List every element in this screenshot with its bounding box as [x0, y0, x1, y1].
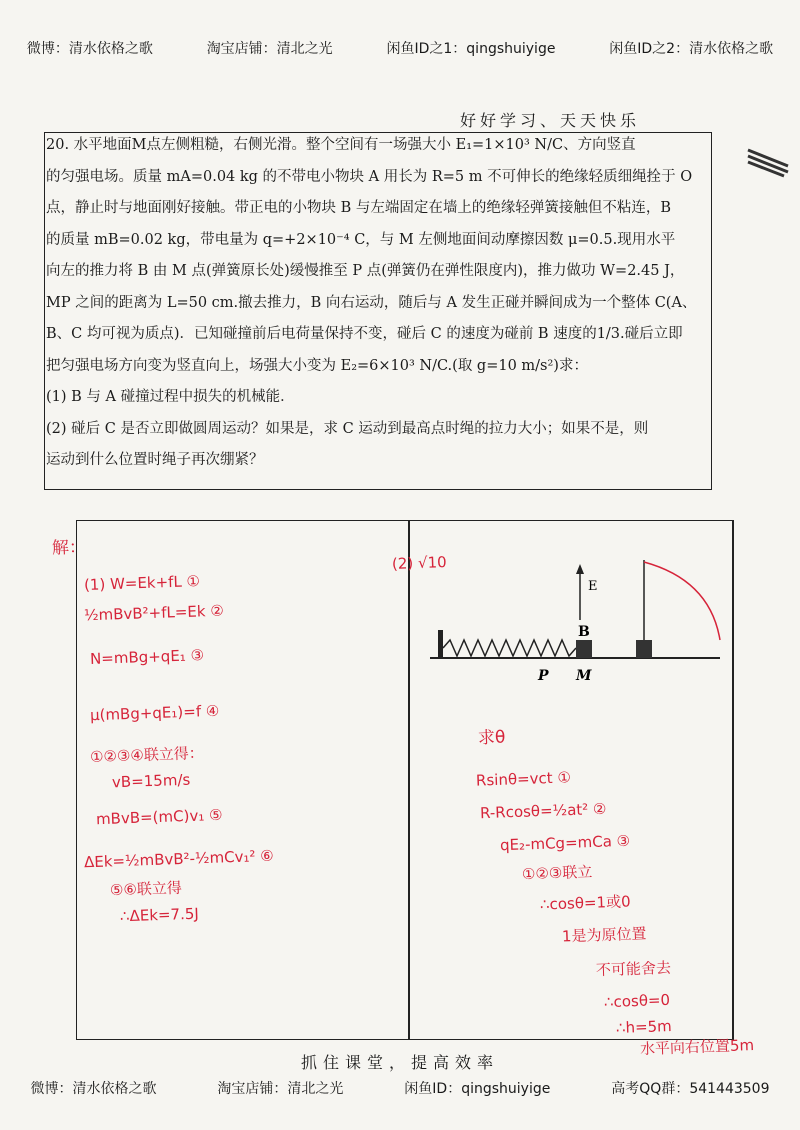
- block-a: [636, 640, 652, 658]
- problem-line: 的质量 mB=0.02 kg，带电量为 q=+2×10⁻⁴ C，与 M 左侧地面间动摩擦因数 μ=0.5.现用水平: [46, 231, 676, 248]
- problem-line: 20. 水平地面M点左侧粗糙，右侧光滑。整个空间有一场强大小 E₁=1×10³ N/C、方向竖直: [46, 137, 636, 153]
- footer-xianyu: 闲鱼ID：qingshuiyige: [404, 1081, 551, 1097]
- handwriting-right: 水平向右位置5m: [639, 1036, 755, 1058]
- problem-line: 点，静止时与地面刚好接触。带正电的小物块 B 与左端固定在墙上的绝缘轻弹簧接触但不粘连，B: [46, 200, 672, 216]
- handwriting-left: ①②③④联立得：: [89, 744, 205, 766]
- wall: [438, 630, 443, 658]
- handwriting-right: 不可能舍去: [595, 958, 672, 980]
- page-footer: [0, 1078, 800, 1098]
- label-p: P: [538, 668, 549, 684]
- problem-line: 的匀强电场。质量 mA=0.04 kg 的不带电小物块 A 用长为 R=5 m 不可伸长的绝缘轻质细绳拴于 O: [46, 168, 693, 185]
- label-e: E: [588, 579, 598, 594]
- handwriting-left: μ(mBg+qE₁)=f ④: [89, 701, 220, 725]
- handwriting-left: (1) W=Ek+fL ①: [83, 571, 201, 595]
- handwriting-left: vB=15m/s: [111, 770, 191, 792]
- spring-block-diagram: [420, 540, 740, 690]
- page-header: [0, 38, 800, 58]
- answer-divider: [408, 520, 410, 1040]
- handwriting-right: qE₂-mCg=mCa ③: [499, 831, 631, 855]
- block-b: [576, 640, 592, 658]
- handwriting-right: (2) √10: [391, 553, 447, 573]
- problem-statement: [46, 130, 736, 477]
- handwriting-left: 解：: [51, 537, 87, 559]
- question-2: (2) 碰后 C 是否立即做圆周运动？如果是，求 C 运动到最高点时绳的拉力大小；如果不是，则: [46, 420, 649, 437]
- footer-weibo: 微博：清水依格之歌: [30, 1081, 157, 1097]
- footer-taobao: 淘宝店铺：清北之光: [217, 1081, 344, 1097]
- header-weibo: 微博：清水依格之歌: [26, 41, 153, 57]
- handwriting-right: 求θ: [477, 727, 506, 749]
- pencil-decoration-icon: [744, 140, 792, 180]
- handwriting-right: 1是为原位置: [561, 924, 647, 946]
- handwriting-right: R-Rcosθ=½at² ②: [479, 799, 607, 823]
- header-xianyu-2: 闲鱼ID之2：清水依格之歌: [609, 41, 774, 57]
- handwriting-left: ⑤⑥联立得: [109, 878, 183, 900]
- handwriting-right: ①②③联立: [521, 862, 593, 884]
- handwriting-left: N=mBg+qE₁ ③: [89, 646, 205, 668]
- problem-line: MP 之间的距离为 L=50 cm.撤去推力，B 向右运动，随后与 A 发生正碰并瞬间成为一个整体 C(A、: [46, 294, 697, 311]
- problem-line: 把匀强电场方向变为竖直向上，场强大小变为 E₂=6×10³ N/C.(取 g=10 m/s²)求：: [46, 357, 588, 374]
- handwriting-left: ½mBvB²+fL=Ek ②: [83, 601, 225, 625]
- label-b: B: [578, 624, 590, 640]
- motto: 好好学习、天天快乐: [460, 111, 641, 130]
- question-1: (1) B 与 A 碰撞过程中损失的机械能．: [46, 389, 295, 405]
- problem-line: B、C 均可视为质点)．已知碰撞前后电荷量保持不变，碰后 C 的速度为碰前 B 速度的1/3.碰后立即: [46, 326, 683, 342]
- problem-line: 向左的推力将 B 由 M 点(弹簧原长处)缓慢推至 P 点(弹簧仍在弹性限度内)，推力做功 W=2.45 J，: [46, 263, 685, 279]
- handwritten-arc: [644, 562, 720, 640]
- handwriting-right: ∴cosθ=0: [603, 990, 671, 1012]
- header-xianyu-1: 闲鱼ID之1：qingshuiyige: [386, 41, 556, 57]
- handwriting-right: Rsinθ=vct ①: [475, 768, 572, 790]
- footer-slogan: 抓住课堂，提高效率: [300, 1053, 499, 1072]
- handwriting-left: ΔEk=½mBvB²-½mCv₁² ⑥: [83, 846, 275, 872]
- handwriting-left: mBvB=(mC)v₁ ⑤: [95, 805, 223, 829]
- header-taobao: 淘宝店铺：清北之光: [206, 41, 333, 57]
- label-m: M: [576, 668, 592, 684]
- question-2-cont: 运动到什么位置时绳子再次绷紧？: [46, 452, 264, 468]
- spring: [443, 640, 576, 656]
- handwriting-left: ∴ΔEk=7.5J: [119, 904, 200, 926]
- handwriting-right: ∴cosθ=1或0: [539, 892, 631, 914]
- footer-qq-group: 高考QQ群：541443509: [611, 1081, 770, 1097]
- handwriting-right: ∴h=5m: [615, 1017, 673, 1037]
